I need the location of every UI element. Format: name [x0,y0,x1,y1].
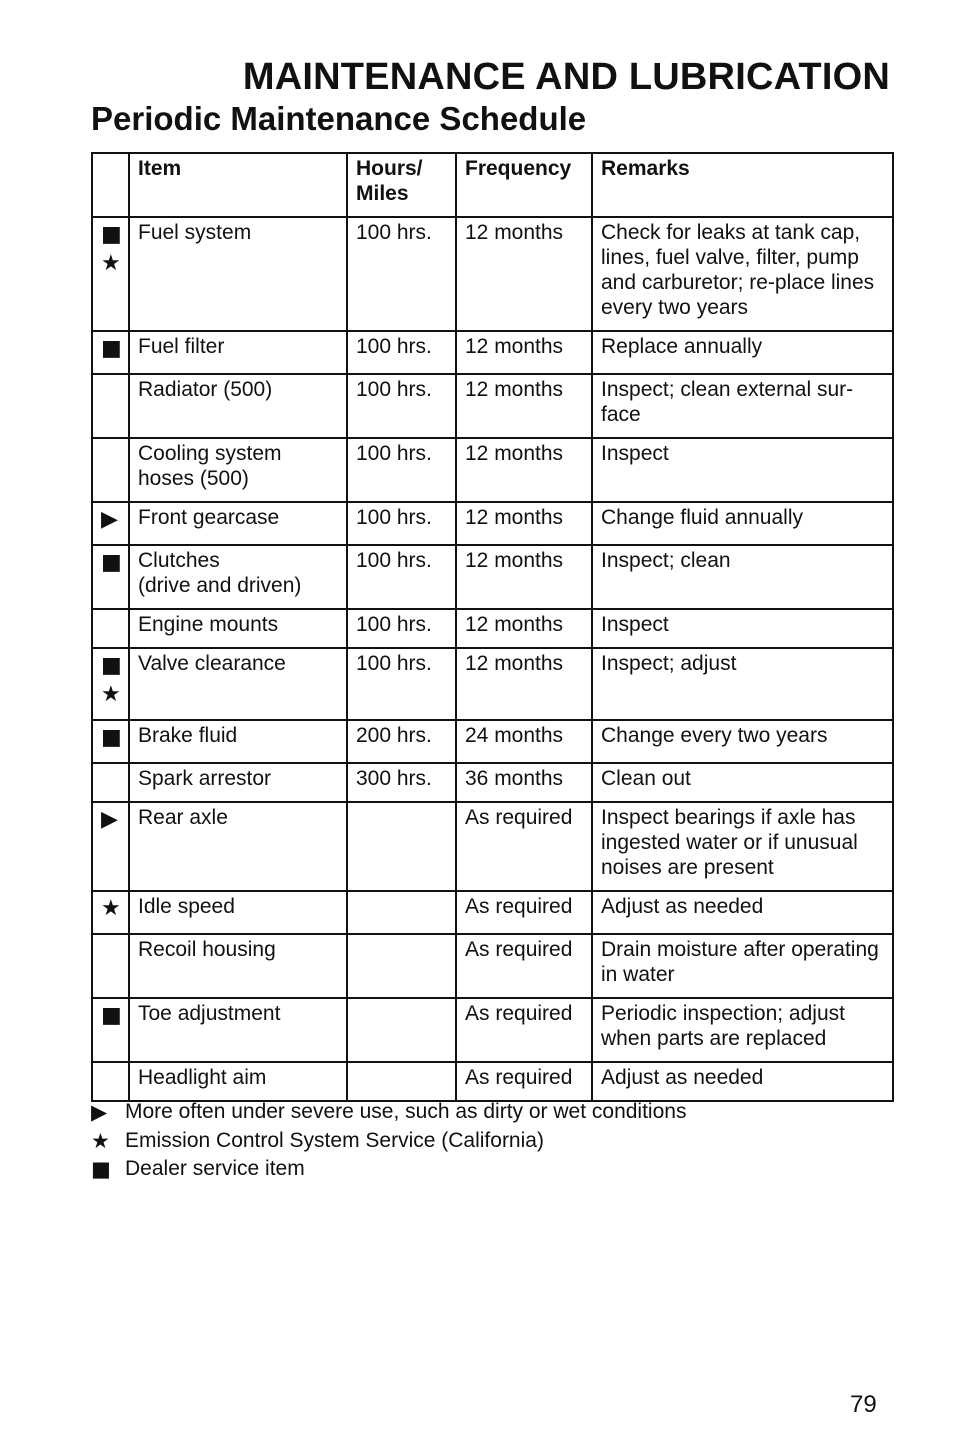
symbol-cell [92,374,129,438]
square-icon: ■ [101,222,122,247]
item-cell: Idle speed [129,891,347,934]
item-cell: Fuel system [129,217,347,331]
table-row [92,438,893,502]
item-cell: Clutches (drive and driven) [129,545,347,609]
symbol-cell [92,763,129,802]
hours-cell [347,802,456,891]
symbol-legend [91,1098,686,1184]
square-icon: ■ [91,1157,111,1181]
remarks-cell: Clean out [592,763,893,802]
chapter-title: MAINTENANCE AND LUBRICATION [242,56,890,98]
header-remarks: Remarks [592,153,893,217]
header-item: Item [129,153,347,217]
item-cell: Brake fluid [129,720,347,763]
star-icon: ★ [91,1128,110,1153]
frequency-cell: 12 months [456,217,592,331]
section-title: Periodic Maintenance Schedule [91,100,587,137]
symbol-cell [92,1062,129,1101]
legend-text: More often under severe use, such as dirty or wet conditions [125,1100,687,1123]
remarks-cell: Inspect [592,609,893,648]
header-hours: Hours/ Miles [347,153,456,217]
hours-cell: 100 hrs. [347,438,456,502]
frequency-cell: 36 months [456,763,592,802]
legend-item-dealer [91,1155,686,1184]
symbol-cell [92,998,129,1062]
square-icon: ■ [101,1003,122,1028]
symbol-cell [92,802,129,891]
page-number: 79 [850,1391,877,1418]
symbol-cell [92,720,129,763]
remarks-cell: Inspect [592,438,893,502]
square-icon: ■ [101,653,122,678]
table-row [92,891,893,934]
table-row [92,802,893,891]
table-row [92,609,893,648]
symbol-cell [92,934,129,998]
remarks-cell: Check for leaks at tank cap, lines, fuel valve, filter, pump and carburetor; re-place lines every two years [592,217,893,331]
item-cell: Rear axle [129,802,347,891]
table-body [92,217,893,1101]
symbol-cell [92,545,129,609]
symbol-cell [92,891,129,934]
item-cell: Spark arrestor [129,763,347,802]
remarks-cell: Drain moisture after operating in water [592,934,893,998]
hours-cell [347,1062,456,1101]
symbol-cell [92,331,129,374]
frequency-cell: As required [456,1062,592,1101]
table-row [92,648,893,720]
remarks-cell: Adjust as needed [592,1062,893,1101]
table-row [92,1062,893,1101]
item-cell: Headlight aim [129,1062,347,1101]
table-row [92,998,893,1062]
remarks-cell: Inspect; adjust [592,648,893,720]
hours-cell: 300 hrs. [347,763,456,802]
item-cell: Engine mounts [129,609,347,648]
item-cell: Radiator (500) [129,374,347,438]
remarks-cell: Inspect bearings if axle has ingested water or if unusual noises are present [592,802,893,891]
item-cell: Cooling system hoses (500) [129,438,347,502]
triangle-icon: ▶ [101,507,118,532]
item-cell: Front gearcase [129,502,347,545]
legend-text: Dealer service item [125,1157,305,1180]
frequency-cell: As required [456,934,592,998]
remarks-cell: Replace annually [592,331,893,374]
symbol-cell [92,648,129,720]
hours-cell: 100 hrs. [347,217,456,331]
frequency-cell: 12 months [456,374,592,438]
star-icon: ★ [101,896,121,921]
remarks-cell: Adjust as needed [592,891,893,934]
hours-cell [347,891,456,934]
table-row [92,217,893,331]
table-row [92,374,893,438]
frequency-cell: 12 months [456,331,592,374]
frequency-cell: 12 months [456,502,592,545]
legend-text: Emission Control System Service (California) [125,1128,544,1152]
table-row [92,331,893,374]
frequency-cell: As required [456,998,592,1062]
remarks-cell: Change fluid annually [592,502,893,545]
hours-cell: 200 hrs. [347,720,456,763]
symbol-cell [92,609,129,648]
table-row [92,934,893,998]
remarks-cell: Inspect; clean [592,545,893,609]
header-frequency: Frequency [456,153,592,217]
frequency-cell: 12 months [456,609,592,648]
item-cell: Fuel filter [129,331,347,374]
table-header-row [92,153,893,217]
triangle-icon: ▶ [91,1100,108,1124]
square-icon: ■ [101,725,122,750]
frequency-cell: 12 months [456,438,592,502]
frequency-cell: 12 months [456,648,592,720]
hours-cell: 100 hrs. [347,374,456,438]
frequency-cell: As required [456,891,592,934]
hours-cell: 100 hrs. [347,331,456,374]
symbol-cell [92,217,129,331]
square-icon: ■ [101,336,122,361]
maintenance-schedule-table [91,152,894,1102]
square-icon: ■ [101,550,122,575]
legend-item-severe-use [91,1098,686,1127]
hours-cell: 100 hrs. [347,502,456,545]
remarks-cell: Change every two years [592,720,893,763]
symbol-cell [92,502,129,545]
frequency-cell: As required [456,802,592,891]
hours-cell: 100 hrs. [347,609,456,648]
star-icon: ★ [101,682,121,707]
frequency-cell: 24 months [456,720,592,763]
remarks-cell: Periodic inspection; adjust when parts are replaced [592,998,893,1062]
triangle-icon: ▶ [101,807,118,832]
item-cell: Recoil housing [129,934,347,998]
table-row [92,763,893,802]
remarks-cell: Inspect; clean external sur-face [592,374,893,438]
hours-cell: 100 hrs. [347,648,456,720]
legend-item-emission [91,1127,686,1156]
header-symbol [92,153,129,217]
frequency-cell: 12 months [456,545,592,609]
item-cell: Valve clearance [129,648,347,720]
item-cell: Toe adjustment [129,998,347,1062]
hours-cell: 100 hrs. [347,545,456,609]
table-row [92,502,893,545]
table-row [92,720,893,763]
hours-cell [347,934,456,998]
star-icon: ★ [101,251,121,276]
table-row [92,545,893,609]
hours-cell [347,998,456,1062]
symbol-cell [92,438,129,502]
